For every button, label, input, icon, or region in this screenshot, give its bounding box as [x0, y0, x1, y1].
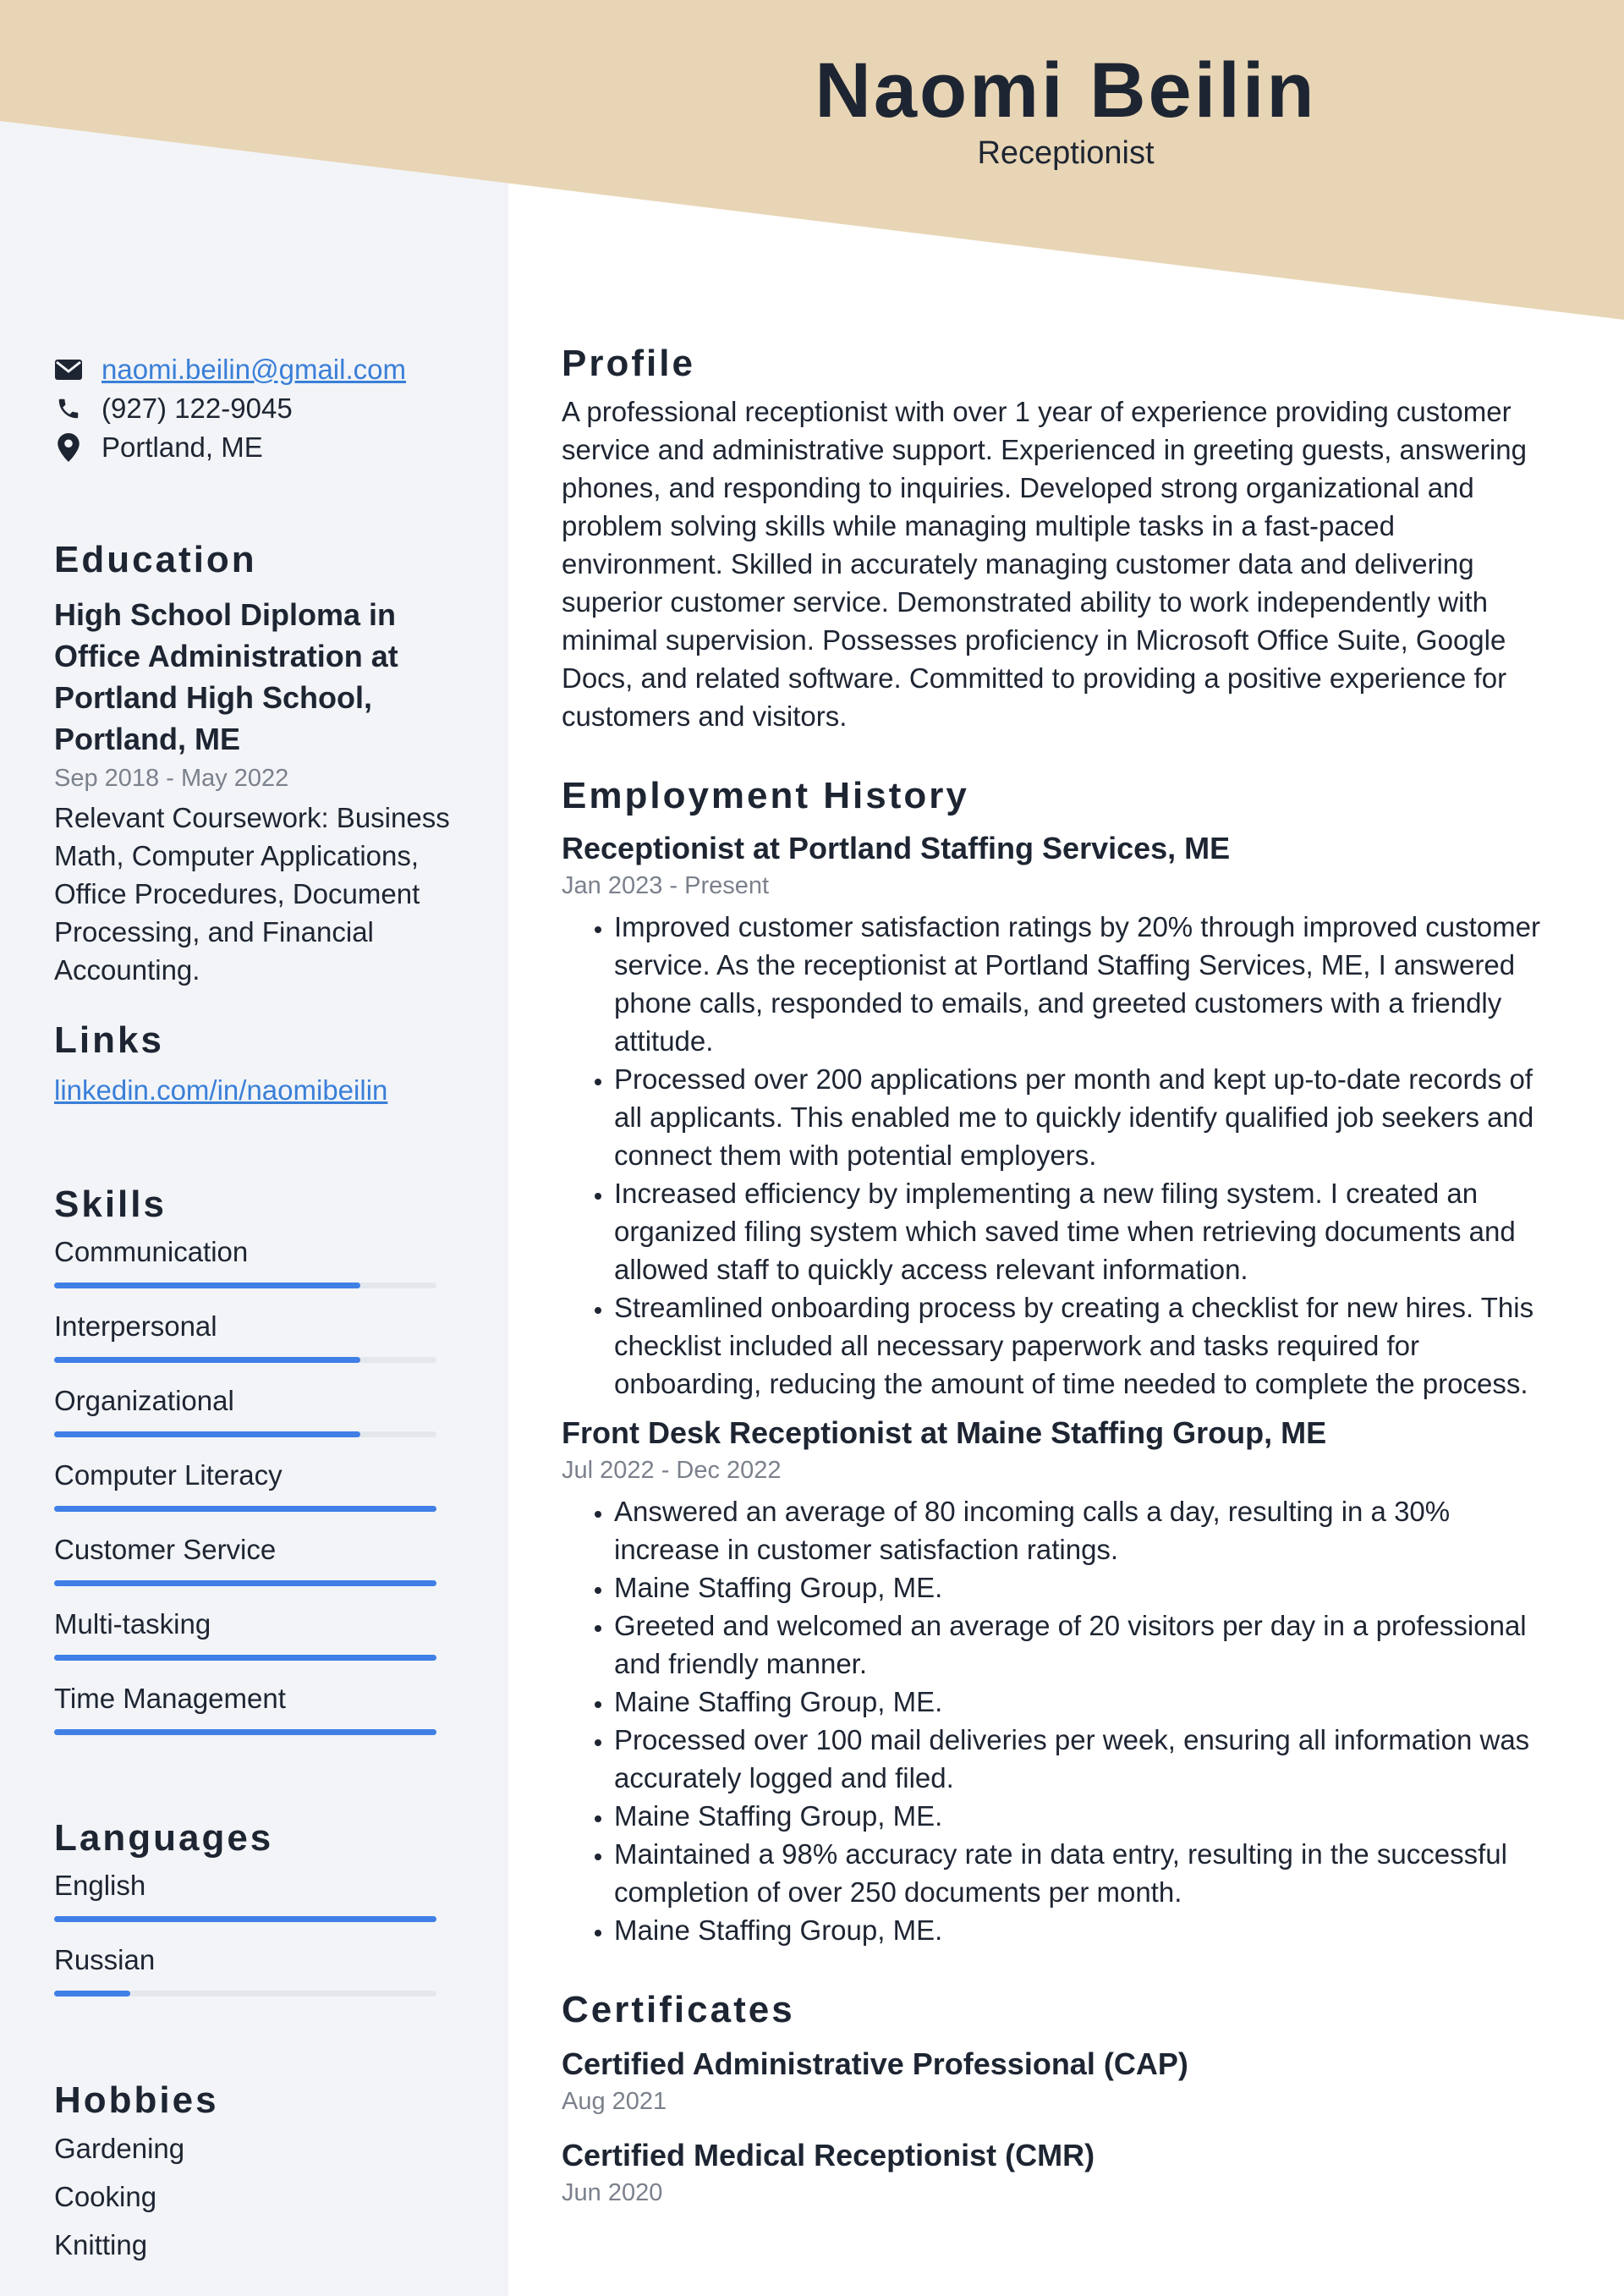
- skill-item: [54, 1382, 452, 1457]
- profile-heading: Profile: [562, 343, 695, 384]
- skill-level-bar: [54, 1729, 436, 1735]
- skill-level-bar: [54, 1655, 436, 1661]
- email-link[interactable]: naomi.beilin@gmail.com: [102, 354, 406, 385]
- contact-location: [54, 428, 452, 467]
- bullet-item: • Maine Staffing Group, ME.: [614, 1683, 1560, 1721]
- job-entry: [562, 828, 1560, 1403]
- skill-level-fill: [54, 1655, 436, 1661]
- bullet-item: • Processed over 100 mail deliveries per week, ensuring all information was accurately logged and filed.: [614, 1721, 1560, 1797]
- hobby-item: Cooking: [54, 2181, 157, 2212]
- links-heading: Links: [54, 1019, 164, 1061]
- skill-name: Computer Literacy: [54, 1459, 283, 1491]
- skill-level-fill: [54, 1580, 436, 1586]
- certificates-section: [562, 1986, 1560, 2210]
- contact-email: [54, 350, 452, 389]
- skill-name: Customer Service: [54, 1534, 277, 1565]
- certificate-entry: [562, 2135, 1560, 2210]
- certificate-date: Jun 2020: [562, 2179, 663, 2206]
- skill-item: [54, 1680, 452, 1755]
- skill-item: [54, 1233, 452, 1308]
- phone-number: (927) 122-9045: [102, 393, 293, 424]
- skills-heading: Skills: [54, 1184, 167, 1225]
- skill-level-fill: [54, 1431, 360, 1437]
- hobbies-section: [54, 2077, 452, 2269]
- bullet-item: • Improved customer satisfaction ratings by 20% through improved customer service. As the receptionist at Portland Staffing Services, ME, I answered phone calls, responded to emails, and greeted customers with a friendly attitude.: [614, 908, 1560, 1060]
- language-level-fill: [54, 1991, 130, 1997]
- language-name: Russian: [54, 1944, 156, 1975]
- skill-item: [54, 1457, 452, 1531]
- bullet-item: • Greeted and welcomed an average of 20 visitors per day in a professional and friendly manner.: [614, 1607, 1560, 1683]
- skill-level-fill: [54, 1283, 360, 1288]
- linkedin-link[interactable]: linkedin.com/in/naomibeilin: [54, 1074, 388, 1106]
- languages-list: [54, 1867, 452, 2016]
- language-level-bar: [54, 1991, 436, 1997]
- education-dates: Sep 2018 - May 2022: [54, 765, 289, 792]
- profile-section: [562, 340, 1560, 735]
- job-title: Receptionist: [977, 135, 1155, 171]
- phone-icon: [54, 394, 83, 423]
- job-dates: Jul 2022 - Dec 2022: [562, 1457, 782, 1484]
- skill-item: [54, 1606, 452, 1680]
- education-section: [54, 536, 452, 989]
- job-dates: Jan 2023 - Present: [562, 872, 770, 899]
- skill-item: [54, 1531, 452, 1606]
- bullet-item: • Maine Staffing Group, ME.: [614, 1568, 1560, 1607]
- employment-section: [562, 772, 1560, 1949]
- language-item: [54, 1867, 452, 1942]
- skill-name: Multi-tasking: [54, 1608, 211, 1640]
- hobby-item: Gardening: [54, 2133, 185, 2164]
- profile-text: A professional receptionist with over 1 year of experience providing customer service and administrative support. Experienced in greeting guests, answering phones, and responding to inquiries. Developed strong organizational and problem solving skills while managing multiple tasks in a fast-paced environment. Skilled in accurately managing customer data and delivering superior customer service. Demonstrated ability to work independently with minimal supervision. Possesses proficiency in Microsoft Office Suite, Google Docs, and related software. Committed to providing a positive experience for customers and visitors.: [562, 396, 1527, 732]
- contact-section: [54, 350, 452, 467]
- location-text: Portland, ME: [102, 431, 263, 463]
- map-pin-icon: [54, 433, 83, 462]
- job-title: Front Desk Receptionist at Maine Staffing Group, ME: [562, 1415, 1327, 1450]
- skills-list: [54, 1233, 452, 1755]
- skills-section: [54, 1181, 452, 1755]
- job-title: Receptionist at Portland Staffing Services, ME: [562, 831, 1231, 865]
- skill-name: Time Management: [54, 1683, 286, 1714]
- education-details: Relevant Coursework: Business Math, Computer Applications, Office Procedures, Document Processing, and Financial Accounting.: [54, 802, 450, 986]
- skill-name: Communication: [54, 1236, 249, 1267]
- language-name: English: [54, 1870, 146, 1901]
- certificate-name: Certified Administrative Professional (CAP): [562, 2046, 1188, 2081]
- certificate-date: Aug 2021: [562, 2088, 667, 2115]
- skill-level-bar: [54, 1283, 436, 1288]
- employment-heading: Employment History: [562, 775, 969, 816]
- certificate-entry: [562, 2044, 1560, 2118]
- job-bullets: [562, 1492, 1560, 1949]
- language-level-bar: [54, 1916, 436, 1922]
- bullet-item: • Maine Staffing Group, ME.: [614, 1797, 1560, 1835]
- skill-level-fill: [54, 1357, 360, 1363]
- language-item: [54, 1942, 452, 2016]
- skill-level-fill: [54, 1729, 436, 1735]
- job-bullets: [562, 908, 1560, 1403]
- hobbies-heading: Hobbies: [54, 2079, 219, 2121]
- languages-heading: Languages: [54, 1817, 274, 1859]
- bullet-item: • Maintained a 98% accuracy rate in data entry, resulting in the successful completion of over 250 documents per month.: [614, 1835, 1560, 1911]
- skill-item: [54, 1308, 452, 1382]
- resume-header: [0, 0, 1624, 195]
- language-level-fill: [54, 1916, 436, 1922]
- certificates-heading: Certificates: [562, 1989, 795, 2030]
- skill-level-bar: [54, 1357, 436, 1363]
- envelope-icon: [54, 355, 83, 384]
- bullet-item: • Increased efficiency by implementing a new filing system. I created an organized filing system which saved time when retrieving documents and allowed staff to quickly access relevant information.: [614, 1174, 1560, 1288]
- bullet-item: • Answered an average of 80 incoming calls a day, resulting in a 30% increase in customer satisfaction ratings.: [614, 1492, 1560, 1568]
- candidate-name: Naomi Beilin: [815, 47, 1317, 134]
- skill-level-bar: [54, 1431, 436, 1437]
- bullet-item: • Processed over 200 applications per month and kept up-to-date records of all applicants. This enabled me to quickly identify qualified job seekers and connect them with potential employers.: [614, 1060, 1560, 1174]
- job-entry: [562, 1413, 1560, 1949]
- contact-phone: [54, 389, 452, 428]
- skill-level-fill: [54, 1506, 436, 1512]
- links-section: [54, 1017, 452, 1109]
- languages-section: [54, 1815, 452, 2016]
- skill-name: Organizational: [54, 1385, 234, 1416]
- certificate-name: Certified Medical Receptionist (CMR): [562, 2138, 1095, 2172]
- education-heading: Education: [54, 539, 257, 580]
- skill-level-bar: [54, 1580, 436, 1586]
- bullet-item: • Maine Staffing Group, ME.: [614, 1911, 1560, 1949]
- skill-level-bar: [54, 1506, 436, 1512]
- education-degree: High School Diploma in Office Administration at Portland High School, Portland, ME: [54, 597, 398, 756]
- hobby-item: Knitting: [54, 2229, 148, 2260]
- bullet-item: • Streamlined onboarding process by creating a checklist for new hires. This checklist included all necessary paperwork and tasks required for onboarding, reducing the amount of time needed to complete the process.: [614, 1288, 1560, 1403]
- skill-name: Interpersonal: [54, 1310, 217, 1342]
